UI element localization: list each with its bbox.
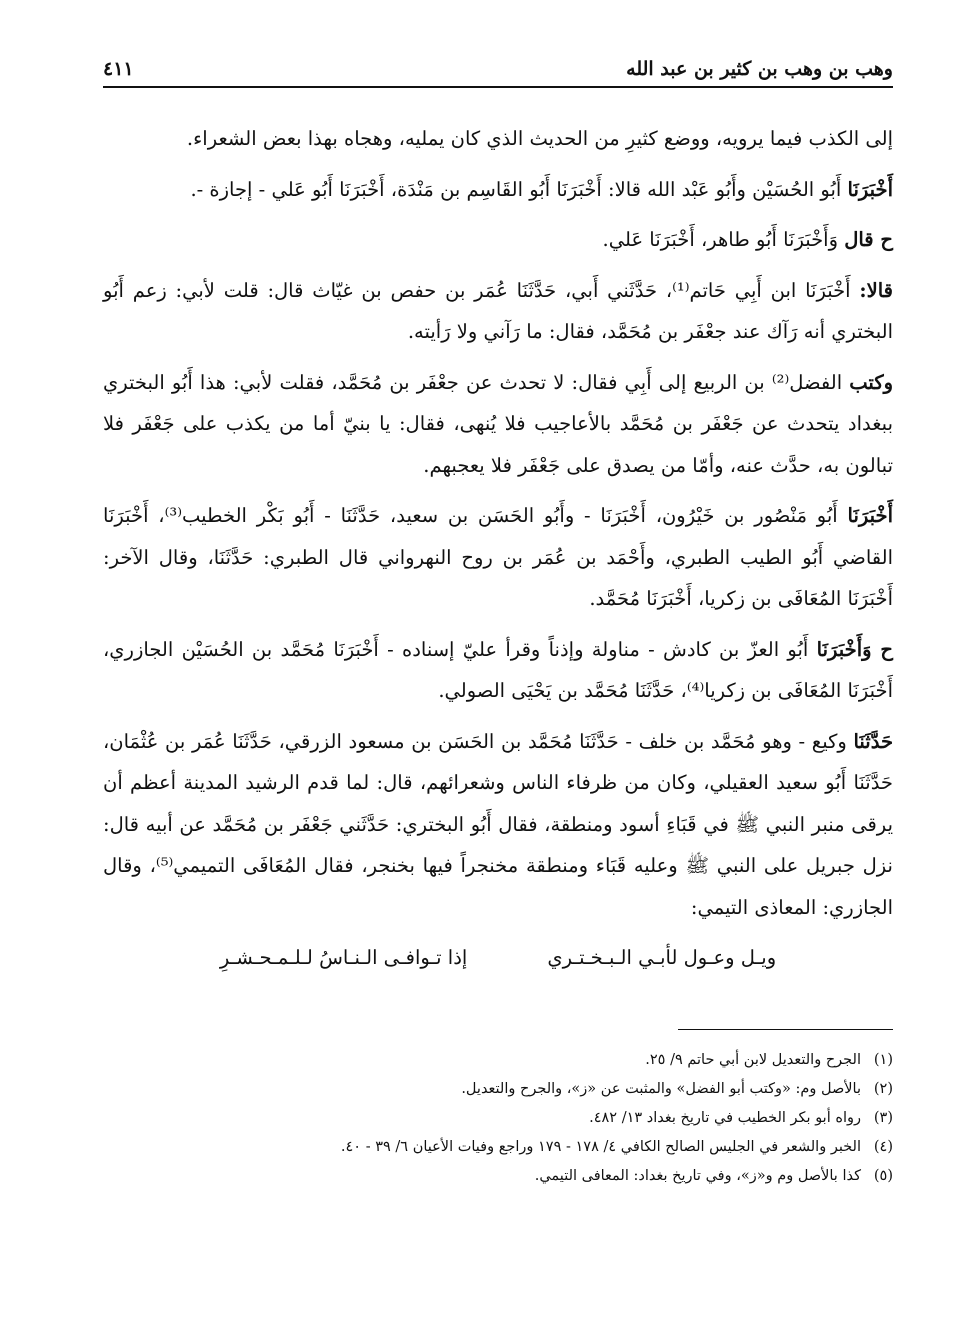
paragraph-lead: قالا: <box>859 278 893 302</box>
running-header <box>103 42 893 88</box>
paragraph: قالا: أَخْبَرَنَا ابن أَبِي حَاتم⁽¹⁾، حَدَّثَني أَبي، حَدَّثَنَا عُمَر بن حفص بن غيّاث قال: قلت لأبي: زعم أَبُو البختري أنه رَآك عند جعْفَر بن مُحَمَّد، فقال: ما رَآني ولا رَأيته. <box>103 278 893 343</box>
main-text <box>103 118 893 979</box>
paragraph: أَخْبَرَنَا أَبُو مَنْصُور بن خَيْرُون، أَخْبَرَنَا - وأَبُو الحَسَن بن سعيد، حَدَّثَنَا - أَبُو بَكْر الخطيب⁽³⁾، أَخْبَرَنَا القاضي أَبُو الطيب الطبري، وأَحْمَد بن عُمَر بن روح النهرواني قال الطبري: حَدَّثَنَا، وقال الآخر: أَخْبَرَنَا المُعَافَى بن زكريا، أَخْبَرَنَا مُحَمَّد. <box>103 504 893 610</box>
footnote: (٣) رواه أبو بكر الخطيب في تاريخ بغداد ١٣/ ٤٨٢. <box>589 1109 893 1126</box>
poem-verse <box>103 937 893 979</box>
footnotes <box>103 1046 893 1191</box>
footnote-divider <box>678 1029 893 1030</box>
chapter-title: وهب بن وهب بن كثير بن عبد الله <box>626 58 893 80</box>
book-page <box>103 42 893 1191</box>
paragraph: حَدَّثَنَا وكيع - وهو مُحَمَّد بن خلف - حَدَّثَنَا مُحَمَّد بن الحَسَن بن مسعود الزرقي، حَدَّثَنَا عُمَر بن عُثْمَان، حَدَّثَنَا أَبُو سعيد العقيلي، وكان من ظرفاء الناس وشعرائهم، قال: لما قدم الرشيد المدينة أعظم أن يرقى منبر النبي ﷺ في قَبَاءِ أسود ومنطقة، فقال أَبُو البختري: حَدَّثَني جَعْفَر بن مُحَمَّد عن أبيه قال: نزل جبريل على النبي ﷺ وعليه قَبَاء ومنطقة مخنجراً فيها بخنجر، فقال المُعَافَى التميمي⁽⁵⁾، وقال الجازري: المعاذى التيمي: <box>103 729 893 919</box>
paragraph-lead: أَخْبَرَنَا <box>847 504 893 527</box>
paragraph-lead: ح وَأَخْبَرَنَا <box>816 637 893 661</box>
footnote: (٢) بالأصل وم: «وكتب أبو الفضل» والمثبت عن «ز»، والجرح والتعديل. <box>461 1080 893 1097</box>
paragraph: وكتب الفضل⁽²⁾ بن الربيع إلى أَبِي فقال: لا تحدث عن جعْفَر بن مُحَمَّد، فقلت لأبي: هذا أَبُو البختري ببغداد يتحدث عن جَعْفَر بن مُحَمَّد بالأعاجيب فلا يُنهى، فقال: يا بنيّ أما من يكذب على جَعْفَر فلا تبالون به، حدَّث عنه، وأمّا من يصدق على جَعْفَر فلا يعجبهم. <box>103 370 894 477</box>
paragraph: إلى الكذب فيما يرويه، ووضع كثيرِ من الحديث الذي كان يمليه، وهجاه بهذا بعض الشعراء. <box>186 127 893 150</box>
page-number: ٤١١ <box>103 58 134 80</box>
paragraph-lead: أَخْبَرَنَا <box>847 177 893 201</box>
poem-hemistich-second: إذا تـوافـى الـنـاسُ لـلـمـحـشـرِ <box>219 946 468 969</box>
footnote: (١) الجرح والتعديل لابن أبي حاتم ٩/ ٢٥. <box>645 1051 893 1068</box>
paragraph-lead: ح قال <box>844 228 893 251</box>
footnote: (٥) كذا بالأصل وم و«ز»، وفي تاريخ بغداد: المعافى التيمي. <box>534 1167 893 1184</box>
footnote: (٤) الخبر والشعر في الجليس الصالح الكافي ٤/ ١٧٨ - ١٧٩ وراجع وفيات الأعيان ٦/ ٣٩ - ٤٠. <box>340 1138 893 1155</box>
paragraph: ح وَأَخْبَرَنَا أَبُو العزّ بن كادش - مناولة وإذناً وقرأ عليّ إسناده - أَخْبَرَنَا مُحَمَّد بن الحُسَيْن الجازري، أَخْبَرَنَا المُعَافَى بن زكريا⁽⁴⁾، حَدَّثَنَا مُحَمَّد بن يَحْيَى الصولي. <box>103 637 893 702</box>
paragraph-lead: وكتب <box>849 370 894 394</box>
paragraph-lead: حَدَّثَنَا <box>853 729 893 753</box>
poem-hemistich-first: ويـل وعـول لأبـي الـبـخـتـري <box>547 946 777 969</box>
paragraph: أَخْبَرَنَا أَبُو الحُسَيْن وأَبُو عَبْد الله قالا: أَخْبَرَنَا أَبُو القَاسِم بن مَنْدَة، أَخْبَرَنَا أَبُو عَلي - إجازة -. <box>190 177 893 201</box>
paragraph: ح قال وَأَخْبَرَنَا أَبُو طاهر، أَخْبَرَنَا عَلي. <box>602 228 893 251</box>
